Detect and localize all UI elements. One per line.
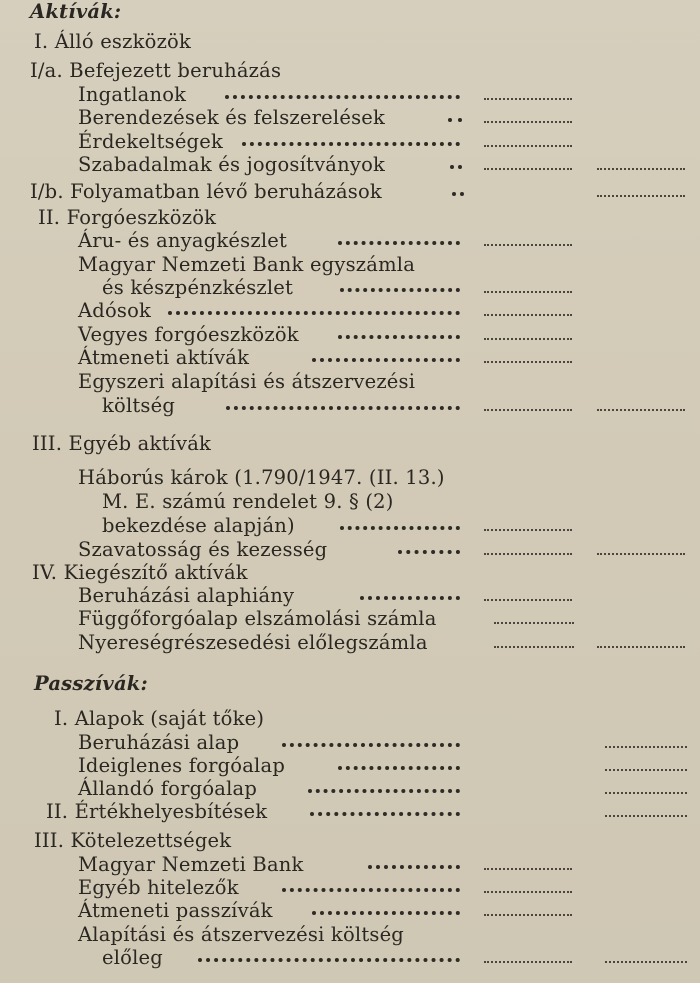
current-assets-label: II. Forgóeszközök: [38, 206, 217, 229]
dot-leader: [282, 735, 460, 747]
dot-leader: [448, 110, 462, 122]
war-damages-item: Háborús károk (1.790/1947. (II. 13.): [78, 466, 445, 489]
amount-blank: [484, 949, 572, 963]
amount-blank: [484, 879, 572, 893]
amount-blank: [484, 517, 572, 531]
war-damages-item-cont: M. E. számú rendelet 9. § (2): [102, 490, 394, 513]
dot-leader: [452, 184, 464, 196]
obligations-label: III. Kötelezettségek: [34, 829, 232, 852]
subtotal-blank: [597, 183, 685, 197]
assets-heading: Aktívák:: [30, 0, 122, 23]
amount-blank: [484, 133, 572, 147]
funds-label: I. Alapok (saját tőke): [54, 707, 265, 730]
permanent-fund-item: Állandó forgóalap: [78, 777, 258, 800]
dot-leader: [338, 758, 460, 770]
inventory-item: Áru- és anyagkészlet: [78, 229, 288, 252]
dot-leader: [450, 157, 462, 169]
dot-leader: [338, 233, 460, 245]
transitional-liabilities-item: Átmeneti passzívák: [78, 899, 273, 922]
dot-leader: [310, 804, 460, 816]
equipment-item: Berendezések és felszerelések: [78, 106, 386, 129]
supplementary-assets-label: IV. Kiegészítő aktívák: [32, 561, 248, 584]
dot-leader: [225, 87, 460, 99]
amount-blank: [605, 780, 687, 794]
dot-leader: [308, 781, 460, 793]
dot-leader: [242, 134, 460, 146]
warranty-item: Szavatosság és kezesség: [78, 538, 328, 561]
subtotal-blank: [597, 634, 685, 648]
transitional-assets-item: Átmeneti aktívák: [78, 346, 250, 369]
subtotal-blank: [605, 949, 687, 963]
amount-blank: [484, 349, 572, 363]
dot-leader: [168, 303, 460, 315]
establishment-cost-item-cont: költség: [102, 394, 176, 417]
amount-blank: [484, 397, 572, 411]
amount-blank: [605, 803, 687, 817]
other-assets-label: III. Egyéb aktívák: [32, 432, 212, 455]
amount-blank: [484, 541, 572, 555]
dot-leader: [398, 542, 460, 554]
establishment-advance-item: Alapítási és átszervezési költség: [78, 923, 404, 946]
debtors-item: Adósok: [78, 299, 152, 322]
amount-blank: [484, 109, 572, 123]
fixed-assets-label: I. Álló eszközök: [34, 30, 192, 53]
investment-fund-item: Beruházási alap: [78, 731, 240, 754]
profit-share-advance-item: Nyereségrészesedési előlegszámla: [78, 631, 428, 654]
dot-leader: [198, 950, 460, 962]
dot-leader: [312, 903, 460, 915]
subtotal-blank: [597, 541, 685, 555]
amount-blank: [484, 302, 572, 316]
war-damages-item-cont2: bekezdése alapján): [102, 514, 295, 537]
amount-blank: [494, 634, 574, 648]
amount-blank: [605, 757, 687, 771]
liabilities-heading: Passzívák:: [34, 672, 148, 695]
completed-investment-label: I/a. Befejezett beruházás: [30, 59, 282, 82]
dot-leader: [360, 588, 460, 600]
temporary-fund-item: Ideiglenes forgóalap: [78, 754, 285, 777]
amount-blank: [484, 587, 572, 601]
establishment-advance-item-cont: előleg: [102, 946, 163, 969]
real-estate-item: Ingatlanok: [78, 83, 187, 106]
amount-blank: [484, 156, 572, 170]
dot-leader: [312, 350, 460, 362]
amount-blank: [484, 856, 572, 870]
amount-blank: [484, 279, 572, 293]
patents-item: Szabadalmak és jogosítványok: [78, 153, 386, 176]
other-creditors-item: Egyéb hitelezők: [78, 876, 239, 899]
mnb-account-item: Magyar Nemzeti Bank egyszámla: [78, 253, 416, 276]
pending-fund-account-item: Függőforgóalap elszámolási számla: [78, 607, 437, 630]
misc-current-assets-item: Vegyes forgóeszközök: [78, 323, 299, 346]
amount-blank: [484, 86, 572, 100]
amount-blank: [484, 902, 572, 916]
ongoing-investments-label: I/b. Folyamatban lévő beruházások: [30, 180, 382, 203]
dot-leader: [226, 398, 460, 410]
dot-leader: [368, 857, 460, 869]
participations-item: Érdekeltségek: [78, 130, 223, 153]
subtotal-blank: [597, 397, 685, 411]
cash-item: és készpénzkészlet: [102, 276, 294, 299]
subtotal-blank: [597, 156, 685, 170]
amount-blank: [605, 734, 687, 748]
investment-deficit-item: Beruházási alaphiány: [78, 584, 295, 607]
amount-blank: [484, 326, 572, 340]
dot-leader: [340, 518, 460, 530]
amount-blank: [494, 610, 574, 624]
establishment-cost-item: Egyszeri alapítási és átszervezési: [78, 370, 416, 393]
dot-leader: [338, 327, 460, 339]
amount-blank: [484, 232, 572, 246]
dot-leader: [340, 280, 460, 292]
mnb-liability-item: Magyar Nemzeti Bank: [78, 853, 304, 876]
revaluations-label: II. Értékhelyesbítések: [46, 800, 268, 823]
dot-leader: [282, 880, 460, 892]
